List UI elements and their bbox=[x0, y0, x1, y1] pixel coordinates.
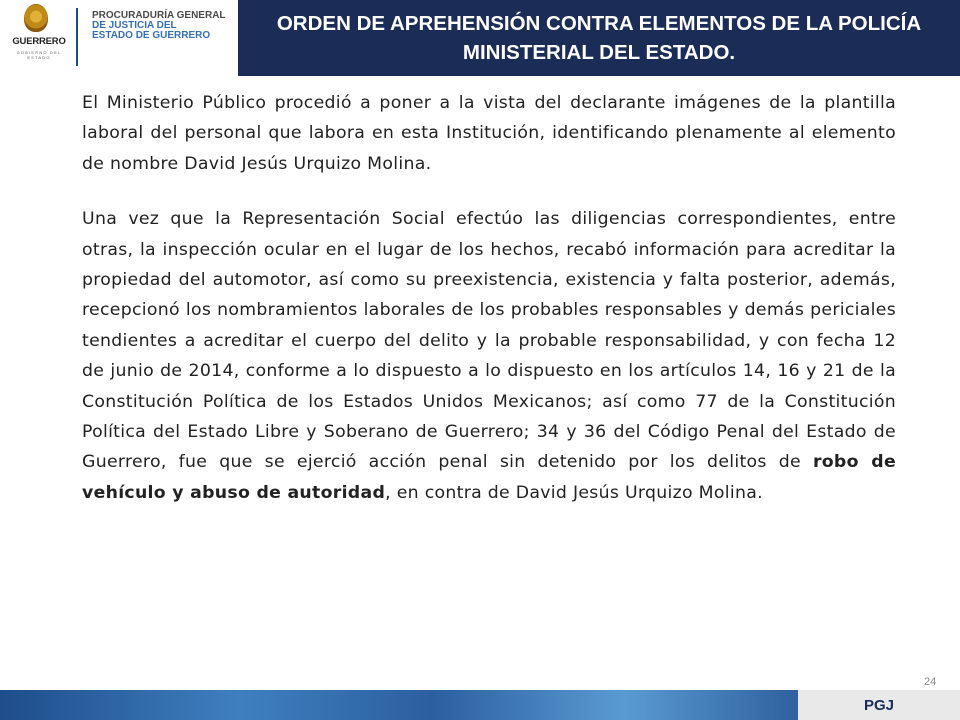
logo-divider bbox=[76, 8, 78, 66]
slide-content bbox=[82, 88, 896, 533]
slide-title: ORDEN DE APREHENSIÓN CONTRA ELEMENTOS DE LA POLICÍA MINISTERIAL DEL ESTADO. bbox=[276, 12, 922, 64]
header-logos bbox=[0, 0, 238, 76]
crime-highlight: robo de vehículo y abuso de autoridad bbox=[82, 452, 896, 503]
footer-pgj-label: PGJ bbox=[798, 690, 960, 720]
institution-logo bbox=[92, 11, 236, 41]
page-number: 24 bbox=[924, 676, 937, 688]
state-emblem-icon bbox=[24, 4, 48, 32]
paragraph-2-end: , en contra de David Jesús Urquizo Molina. bbox=[385, 482, 763, 503]
institution-line2: DE JUSTICIA DEL bbox=[92, 20, 177, 31]
seal-text: GUERRERO bbox=[12, 36, 66, 47]
paragraph-2 bbox=[82, 204, 896, 508]
paragraph-1: El Ministerio Público procedió a poner a la vista del declarante imágenes de la plantilla laboral del personal que labora en esta Institución, identificando plenamente al elemento de nombre David Jesús Urquizo Molina. bbox=[82, 93, 896, 174]
institution-line1: PROCURADURÍA GENERAL bbox=[92, 10, 226, 21]
seal-subtext: GOBIERNO DEL ESTADO bbox=[16, 50, 62, 60]
paragraph-2-text: Una vez que la Representación Social efectúo las diligencias correspondientes, entre otras, la inspección ocular en el lugar de los hechos, recabó información para acreditar la propiedad del automotor, así como su preexistencia, existencia y falta posterior, además, recepcionó los nombramientos laborales de los probables responsables y demás periciales tendientes a acreditar el cuerpo del delito y la probable responsabilidad, y con fecha 12 de junio de 2014, conforme a lo dispuesto a lo dispuesto en los artículos 14, 16 y 21 de la Constitución Política de los Estados Unidos Mexicanos; así como 77 de la Constitución Política del Estado Libre y Soberano de Guerrero; 34 y 36 del Código Penal del Estado de Guerrero, fue que se ejerció acción penal sin detenido por los delitos de bbox=[82, 209, 896, 473]
institution-line3: ESTADO DE GUERRERO bbox=[92, 30, 211, 41]
guerrero-seal bbox=[10, 2, 66, 72]
title-bar bbox=[238, 0, 960, 76]
